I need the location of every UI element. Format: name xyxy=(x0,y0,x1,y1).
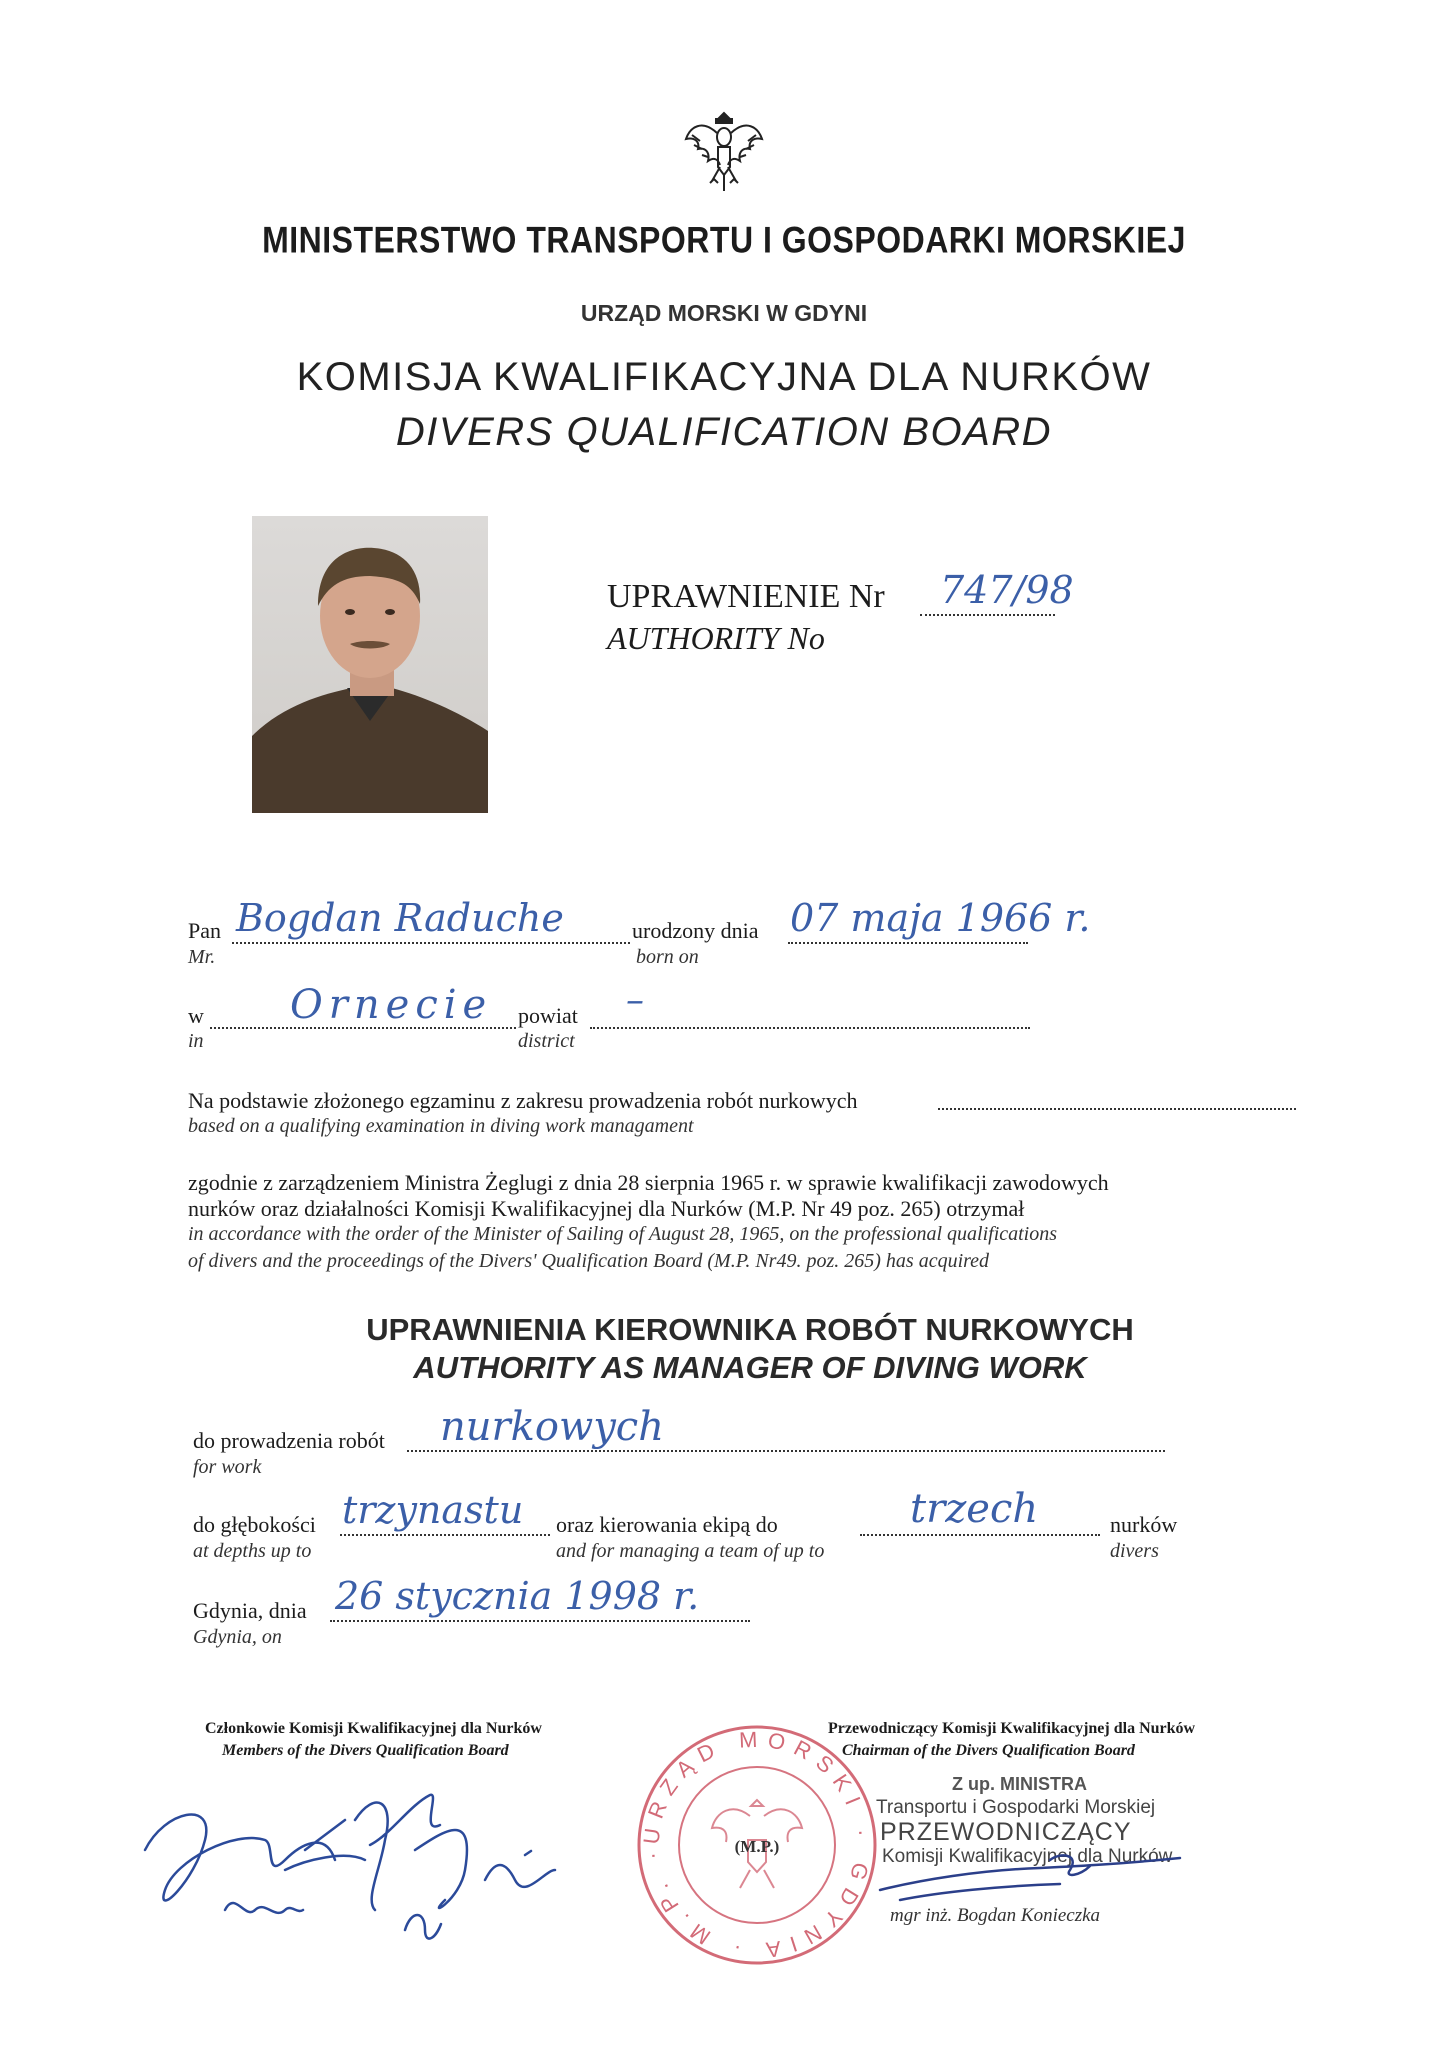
work-line xyxy=(407,1450,1165,1452)
board-title-pl: KOMISJA KWALIFIKACYJNA DLA NURKÓW xyxy=(296,355,1152,399)
birth-place: Ornecie xyxy=(290,982,493,1028)
divers-label: nurków xyxy=(1110,1512,1178,1537)
team-label-en: and for managing a team of up to xyxy=(556,1540,825,1562)
exam-text-en: based on a qualifying examination in diving work managament xyxy=(188,1115,694,1137)
team-line xyxy=(860,1534,1100,1536)
members-signatures xyxy=(125,1770,635,1970)
seal-center-text: (M.P.) xyxy=(734,1837,780,1856)
date-label: Gdynia, dnia xyxy=(193,1598,307,1623)
order-text-en-1: in accordance with the order of the Minister of Sailing of August 28, 1965, on the professional qualifications xyxy=(188,1223,1058,1245)
emblem xyxy=(682,105,766,200)
chairman-caption-en: Chairman of the Divers Qualification Board xyxy=(842,1742,1135,1759)
work-label: do prowadzenia robót xyxy=(193,1428,385,1453)
ministry-title: MINISTERSTWO TRANSPORTU I GOSPODARKI MORSKIEJ xyxy=(262,219,1186,261)
exam-line xyxy=(938,1108,1296,1110)
chairman-signature xyxy=(860,1840,1240,1910)
stamp-line-4: Komisji Kwalifikacyjnej dla Nurków xyxy=(882,1846,1173,1867)
chairman-name: mgr inż. Bogdan Konieczka xyxy=(890,1905,1101,1926)
depth-line xyxy=(340,1534,550,1536)
exam-text-pl: Na podstawie złożonego egzaminu z zakresu prowadzenia robót nurkowych xyxy=(188,1088,858,1113)
birth-date-line xyxy=(788,942,1028,944)
authority-label-en: AUTHORITY No xyxy=(607,620,825,656)
team-value: trzech xyxy=(910,1486,1039,1532)
authority-label-pl: UPRAWNIENIE Nr xyxy=(607,578,885,615)
authority-number-line xyxy=(920,614,1055,616)
qualification-title-pl: UPRAWNIENIA KIEROWNIKA ROBÓT NURKOWYCH xyxy=(366,1312,1134,1347)
in-label: w xyxy=(188,1003,204,1028)
members-caption-en: Members of the Divers Qualification Board xyxy=(222,1742,509,1759)
depth-value: trzynastu xyxy=(342,1488,524,1532)
order-text-pl-2: nurków oraz działalności Komisji Kwalifikacyjnej dla Nurków (M.P. Nr 49 poz. 265) otrzymał xyxy=(188,1196,1025,1221)
svg-text:URZĄD MORSKI · GDYNIA · M.P. · xyxy=(621,1700,875,1964)
birth-date: 07 maja 1966 r. xyxy=(790,896,1091,940)
stamp-line-3: PRZEWODNICZĄCY xyxy=(880,1818,1132,1846)
office-title: URZĄD MORSKI W GDYNI xyxy=(580,300,868,326)
born-label-en: born on xyxy=(636,946,699,968)
seal-ring-text: URZĄD MORSKI · GDYNIA · M.P. · 3 xyxy=(621,1700,876,1964)
chairman-caption-pl: Przewodniczący Komisji Kwalifikacyjnej dla Nurków xyxy=(828,1720,1196,1737)
work-value: nurkowych xyxy=(440,1404,664,1450)
authority-number: 747/98 xyxy=(940,568,1074,612)
in-label-en: in xyxy=(188,1030,204,1052)
order-text-pl-1: zgodnie z zarządzeniem Ministra Żeglugi z dnia 28 sierpnia 1965 r. w sprawie kwalifikacji zawodowych xyxy=(188,1170,1109,1195)
issue-date: 26 stycznia 1998 r. xyxy=(335,1574,700,1618)
district-line xyxy=(590,1027,1030,1029)
district-label-en: district xyxy=(518,1030,575,1052)
stamp-line-1: Z up. MINISTRA xyxy=(952,1774,1087,1794)
qualification-title-en: AUTHORITY AS MANAGER OF DIVING WORK xyxy=(413,1350,1087,1385)
district-label: powiat xyxy=(518,1003,578,1028)
mr-label: Pan xyxy=(188,918,221,943)
date-label-en: Gdynia, on xyxy=(193,1626,282,1648)
holder-photo xyxy=(252,516,488,813)
depth-label-en: at depths up to xyxy=(193,1540,312,1562)
order-text-en-2: of divers and the proceedings of the Divers' Qualification Board (M.P. Nr49. poz. 265) has acquired xyxy=(188,1250,990,1272)
name-line xyxy=(232,942,630,944)
polish-eagle-icon xyxy=(682,105,766,200)
holder-name: Bogdan Raduche xyxy=(236,896,564,940)
depth-label: do głębokości xyxy=(193,1512,316,1537)
team-label: oraz kierowania ekipą do xyxy=(556,1512,778,1537)
work-label-en: for work xyxy=(193,1456,262,1478)
members-caption-pl: Członkowie Komisji Kwalifikacyjnej dla Nurków xyxy=(205,1720,542,1737)
date-line xyxy=(330,1620,750,1622)
mr-label-en: Mr. xyxy=(188,946,216,968)
district-value: – xyxy=(626,980,644,1021)
born-label: urodzony dnia xyxy=(632,918,759,943)
stamp-line-2: Transportu i Gospodarki Morskiej xyxy=(876,1797,1156,1818)
board-title-en: DIVERS QUALIFICATION BOARD xyxy=(395,410,1053,454)
divers-label-en: divers xyxy=(1110,1540,1159,1562)
